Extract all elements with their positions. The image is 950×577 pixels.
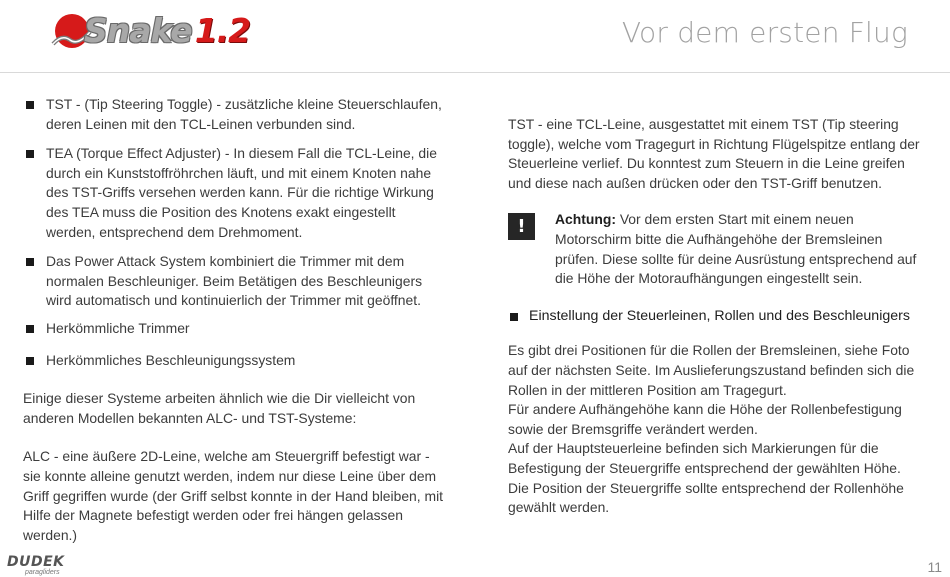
bullet-tst: TST - (Tip Steering Toggle) - zusätzliche kleine Steuerschlaufen, deren Leinen mit den TCL-Leinen verbunden sind. [23, 95, 448, 134]
bullet-trimmer: Herkömmliche Trimmer [23, 319, 448, 339]
dudek-sub: paragliders [25, 569, 60, 576]
warning-text: Vor dem ersten Start mit einem neuen Motorschirm bitte die Aufhängehöhe der Bremsleinen prüfen. Diese sollte für deine Ausrüstung entsprechend auf die Höhe der Motoraufhängungen eingestellt sein. [555, 211, 917, 287]
right-column [508, 115, 928, 518]
tst-paragraph: TST - eine TCL-Leine, ausgestattet mit einem TST (Tip steering toggle), welche vom Tragegurt in Richtung Flügelspitze entlang der Steuerleine verlief. Du konntest zum Steuern in die Leine greifen und diese nach außen drücken oder den TST-Griff benutzen. [508, 116, 920, 191]
bullet-power-attack: Das Power Attack System kombiniert die Trimmer mit dem normalen Beschleuniger. Beim Betätigen des Beschleunigers wird automatisch und kontinuierlich der Trimmer mit geöffnet. [23, 252, 448, 311]
warning-label: Achtung: [555, 211, 616, 228]
header-divider [0, 72, 950, 73]
warning-icon: ! [508, 213, 535, 240]
dudek-logo [3, 554, 78, 576]
page-title: Vor dem ersten Flug [621, 16, 908, 49]
dudek-brand: DUDEK [7, 554, 65, 570]
intro-paragraph: Einige dieser Systeme arbeiten ähnlich wie die Dir vielleicht von anderen Modellen bekannten ALC- und TST-Systeme: [23, 390, 416, 426]
rollers-paragraph: Es gibt drei Positionen für die Rollen der Bremsleinen, siehe Foto auf der nächsten Seite. Im Auslieferungszustand befinden sich die Rollen in der mittleren Position am Tragegurt. [508, 342, 915, 398]
logo-wordmark: Snake1.2 [84, 11, 251, 50]
handles-paragraph: Die Position der Steuergriffe sollte entsprechend der Rollenhöhe gewählt werden. [508, 479, 904, 516]
alc-paragraph: ALC - eine äußere 2D-Leine, welche am Steuergriff befestigt war - sie konnte alleine genutzt werden, indem nur diese Leine über dem Griff gegriffen wurde (der Griff selbst konnte in der Hand bleiben, mit Hilfe der Magnete befestigt werden oder frei hängen gelassen werden.) [23, 448, 444, 543]
page-number: 11 [927, 559, 942, 575]
markings-paragraph: Auf der Hauptsteuerleine befinden sich Markierungen für die Befestigung der Steuergriffe entsprechend der gewählten Höhe. [508, 440, 901, 476]
section-heading: Einstellung der Steuerleinen, Rollen und des Beschleunigers [508, 307, 928, 327]
bullet-accelerator: Herkömmliches Beschleunigungssystem [23, 351, 448, 371]
bullet-tea: TEA (Torque Effect Adjuster) - In diesem Fall die TCL-Leine, die durch ein Kunststoffröhrchen läuft, und mit einem Knoten nahe des TST-Griffs versehen werden kann. Für die richtige Wirkung des TEA muss die Position des Knotens exakt eingestellt werden, entsprechend dem Drehmoment. [23, 144, 448, 242]
snake-logo [50, 10, 250, 54]
left-column [23, 95, 448, 545]
warning-box [508, 210, 928, 288]
height-paragraph: Für andere Aufhängehöhe kann die Höhe der Rollenbefestigung sowie der Bremsgriffe verändert werden. [508, 401, 902, 437]
